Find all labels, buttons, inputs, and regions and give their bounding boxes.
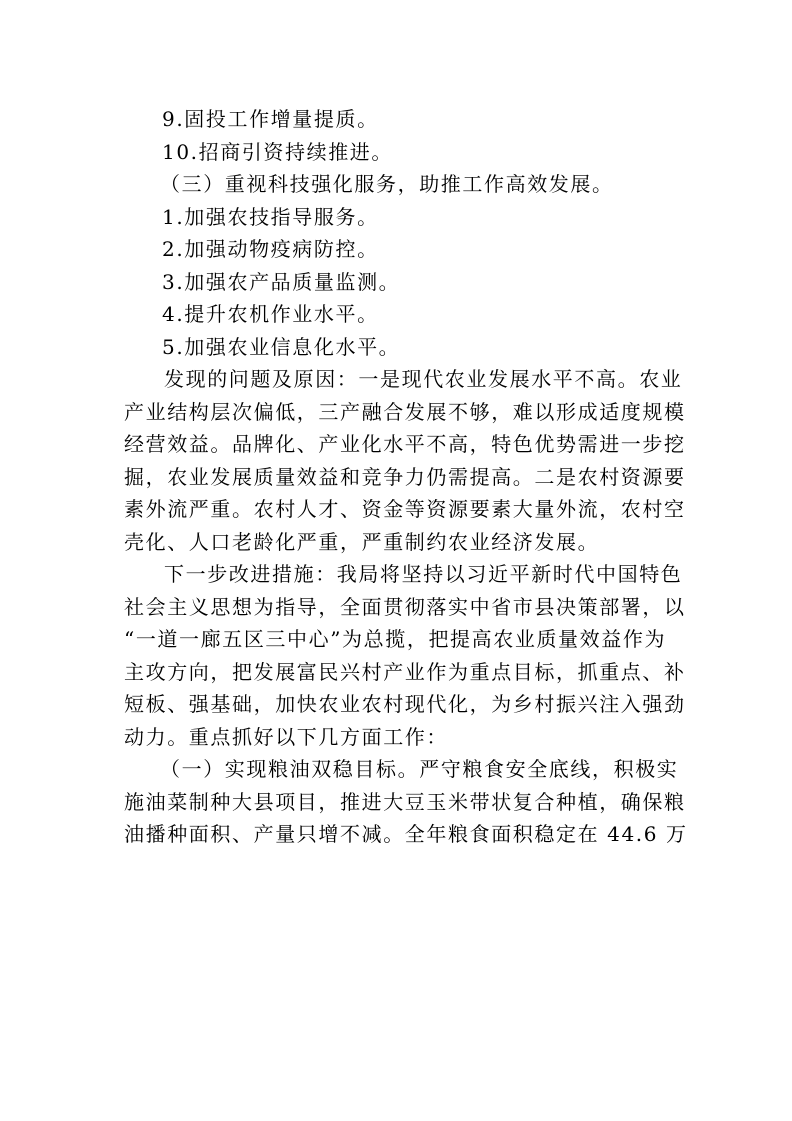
text-line: 2.加强动物疫病防控。 [162,237,379,261]
text-line: 主攻方向，把发展富民兴村产业作为重点目标，抓重点、补 [124,659,686,684]
text-line: 4.提升农机作业水平。 [162,302,379,326]
document-body [124,103,688,851]
text-line: （三）重视科技强化服务，助推工作高效发展。 [160,172,614,196]
text-line: 9.固投工作增量提质。 [162,107,379,131]
text-line: 社会主义思想为指导，全面贯彻落实中省市县决策部署，以 [124,594,686,619]
text-line: 5.加强农业信息化水平。 [162,334,401,359]
text-line: 产业结构层次偏低，三产融合发展不够，难以形成适度规模 [124,399,686,424]
text-line: （一）实现粮油双稳目标。严守粮食安全底线，积极实 [160,757,679,781]
text-line: 3.加强农产品质量监测。 [162,269,401,294]
text-line: 经营效益。品牌化、产业化水平不高，特色优势需进一步挖 [124,432,686,456]
text-line: 1.加强农技指导服务。 [162,204,379,229]
text-line: 短板、强基础，加快农业农村现代化，为乡村振兴注入强劲 [124,692,686,716]
text-line: 素外流严重。农村人才、资金等资源要素大量外流，农村空 [124,497,686,521]
text-line: 油播种面积、产量只增不减。全年粮食面积稳定在 44.6 万 [124,822,688,846]
text-line: 壳化、人口老龄化严重，严重制约农业经济发展。 [124,529,600,554]
text-line: 掘，农业发展质量效益和竞争力仍需提高。二是农村资源要 [124,464,686,489]
text-line: 下一步改进措施：我局将坚持以习近平新时代中国特色 [164,562,683,586]
text-line: 10.招商引资持续推进。 [162,139,394,164]
text-line: “一道一廊五区三中心”为总揽，把提高农业质量效益作为 [124,627,667,651]
text-line: 施油菜制种大县项目，推进大豆玉米带状复合种植，确保粮 [124,789,686,814]
text-line: 动力。重点抓好以下几方面工作： [124,724,448,749]
text-line: 发现的问题及原因：一是现代农业发展水平不高。农业 [164,367,683,391]
